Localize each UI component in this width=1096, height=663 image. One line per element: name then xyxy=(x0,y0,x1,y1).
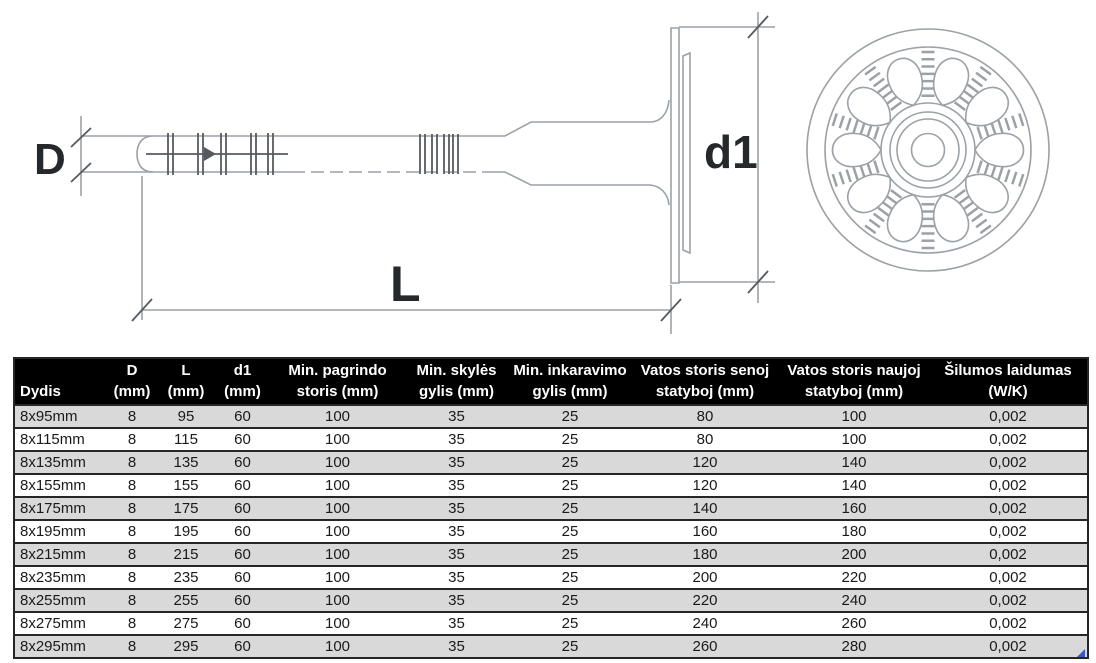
table-cell: 135 xyxy=(158,451,214,474)
table-cell: 100 xyxy=(271,566,404,589)
table-cell: 60 xyxy=(214,428,271,451)
table-cell: 100 xyxy=(271,543,404,566)
table-cell: 255 xyxy=(158,589,214,612)
table-cell: 8x275mm xyxy=(14,612,106,635)
table-cell: 60 xyxy=(214,405,271,428)
table-cell: 295 xyxy=(158,635,214,658)
table-cell: 155 xyxy=(158,474,214,497)
table-cell: 200 xyxy=(779,543,929,566)
table-cell: 8 xyxy=(106,428,158,451)
table-row xyxy=(14,566,1088,589)
table-cell: 8x175mm xyxy=(14,497,106,520)
table-cell: 25 xyxy=(509,405,631,428)
table-cell: 240 xyxy=(631,612,779,635)
table-cell: 25 xyxy=(509,451,631,474)
table-row xyxy=(14,520,1088,543)
shaft-ribs xyxy=(420,134,458,174)
table-cell: 100 xyxy=(271,428,404,451)
table-cell: 8 xyxy=(106,520,158,543)
table-row xyxy=(14,405,1088,428)
table-cell: 8x255mm xyxy=(14,589,106,612)
table-cell: 160 xyxy=(779,497,929,520)
table-cell: 0,002 xyxy=(929,635,1088,658)
table-cell: 8 xyxy=(106,612,158,635)
table-cell: 8x215mm xyxy=(14,543,106,566)
table-cell: 100 xyxy=(271,405,404,428)
table-cell: 0,002 xyxy=(929,612,1088,635)
table-cell: 60 xyxy=(214,474,271,497)
table-cell: 8x115mm xyxy=(14,428,106,451)
table-cell: 0,002 xyxy=(929,451,1088,474)
column-header-min-inkaravimo: Min. inkaravimo gylis (mm) xyxy=(509,358,631,405)
column-header-vatos-naujoj: Vatos storis naujoj statyboj (mm) xyxy=(779,358,929,405)
table-cell: 60 xyxy=(214,520,271,543)
table-cell: 0,002 xyxy=(929,520,1088,543)
table-cell: 100 xyxy=(271,451,404,474)
table-cell: 0,002 xyxy=(929,497,1088,520)
table-row xyxy=(14,543,1088,566)
table-cell: 220 xyxy=(779,566,929,589)
anchor-side-view xyxy=(81,28,690,283)
table-cell: 8 xyxy=(106,566,158,589)
table-cell: 35 xyxy=(404,612,509,635)
table-cell: 140 xyxy=(631,497,779,520)
table-cell: 280 xyxy=(779,635,929,658)
table-cell: 25 xyxy=(509,543,631,566)
table-cell: 35 xyxy=(404,589,509,612)
table-cell: 35 xyxy=(404,520,509,543)
column-header-d1: d1 (mm) xyxy=(214,358,271,405)
table-cell: 60 xyxy=(214,451,271,474)
table-row xyxy=(14,428,1088,451)
table-cell: 100 xyxy=(779,428,929,451)
column-header-min-pagrindo: Min. pagrindo storis (mm) xyxy=(271,358,404,405)
spec-table-body xyxy=(14,405,1088,658)
disc-center-hole xyxy=(912,134,945,167)
table-cell: 235 xyxy=(158,566,214,589)
table-cell: 195 xyxy=(158,520,214,543)
table-cell: 100 xyxy=(271,635,404,658)
table-cell: 25 xyxy=(509,497,631,520)
table-cell: 8x95mm xyxy=(14,405,106,428)
table-cell: 220 xyxy=(631,589,779,612)
disc-inner-rim xyxy=(825,47,1031,253)
table-cell: 215 xyxy=(158,543,214,566)
table-cell: 120 xyxy=(631,451,779,474)
table-cell: 8 xyxy=(106,405,158,428)
table-cell: 35 xyxy=(404,405,509,428)
dimension-D xyxy=(34,116,91,196)
column-header-silumos: Šilumos laidumas (W/K) xyxy=(929,358,1088,405)
table-cell: 35 xyxy=(404,566,509,589)
table-cell: 160 xyxy=(631,520,779,543)
table-cell: 260 xyxy=(779,612,929,635)
table-cell: 0,002 xyxy=(929,589,1088,612)
table-cell: 8 xyxy=(106,589,158,612)
table-cell: 8x235mm xyxy=(14,566,106,589)
table-cell: 275 xyxy=(158,612,214,635)
table-cell: 35 xyxy=(404,497,509,520)
table-cell: 0,002 xyxy=(929,474,1088,497)
table-row xyxy=(14,474,1088,497)
disc-rib-hatching xyxy=(833,50,1023,250)
column-header-dydis: Dydis xyxy=(14,358,106,405)
table-cell: 100 xyxy=(271,474,404,497)
table-cell: 8 xyxy=(106,543,158,566)
table-row xyxy=(14,635,1088,658)
table-cell: 0,002 xyxy=(929,543,1088,566)
table-cell: 200 xyxy=(631,566,779,589)
table-row xyxy=(14,451,1088,474)
table-cell: 35 xyxy=(404,635,509,658)
table-cell: 8x135mm xyxy=(14,451,106,474)
table-corner-marker xyxy=(1077,649,1085,657)
spec-table-container xyxy=(13,357,1087,659)
table-cell: 260 xyxy=(631,635,779,658)
table-cell: 0,002 xyxy=(929,566,1088,589)
table-cell: 240 xyxy=(779,589,929,612)
table-cell: 80 xyxy=(631,428,779,451)
dimension-d1 xyxy=(679,12,775,303)
table-cell: 0,002 xyxy=(929,405,1088,428)
table-cell: 100 xyxy=(271,589,404,612)
dimension-L xyxy=(132,176,681,334)
table-row xyxy=(14,612,1088,635)
table-cell: 25 xyxy=(509,635,631,658)
table-cell: 60 xyxy=(214,635,271,658)
label-D: D xyxy=(34,135,66,184)
table-cell: 8x155mm xyxy=(14,474,106,497)
spec-table-header xyxy=(14,358,1088,405)
table-cell: 8 xyxy=(106,497,158,520)
table-cell: 8x195mm xyxy=(14,520,106,543)
table-row xyxy=(14,589,1088,612)
table-cell: 35 xyxy=(404,474,509,497)
table-cell: 25 xyxy=(509,474,631,497)
table-cell: 180 xyxy=(631,543,779,566)
label-L: L xyxy=(390,256,421,312)
table-cell: 25 xyxy=(509,520,631,543)
table-cell: 25 xyxy=(509,589,631,612)
anchor-front-view xyxy=(807,29,1049,271)
table-cell: 0,002 xyxy=(929,428,1088,451)
table-cell: 60 xyxy=(214,497,271,520)
table-cell: 95 xyxy=(158,405,214,428)
table-cell: 25 xyxy=(509,428,631,451)
table-cell: 80 xyxy=(631,405,779,428)
table-cell: 8x295mm xyxy=(14,635,106,658)
label-d1: d1 xyxy=(704,126,758,178)
table-row xyxy=(14,497,1088,520)
table-cell: 60 xyxy=(214,543,271,566)
table-cell: 100 xyxy=(271,497,404,520)
table-cell: 25 xyxy=(509,566,631,589)
table-cell: 100 xyxy=(779,405,929,428)
table-cell: 25 xyxy=(509,612,631,635)
table-cell: 35 xyxy=(404,543,509,566)
column-header-vatos-senoj: Vatos storis senoj statyboj (mm) xyxy=(631,358,779,405)
spec-table xyxy=(13,357,1089,659)
table-cell: 100 xyxy=(271,520,404,543)
slot-arrow-icon xyxy=(204,147,216,161)
table-cell: 175 xyxy=(158,497,214,520)
table-cell: 8 xyxy=(106,635,158,658)
table-cell: 180 xyxy=(779,520,929,543)
column-header-l: L (mm) xyxy=(158,358,214,405)
table-cell: 8 xyxy=(106,474,158,497)
column-header-d: D (mm) xyxy=(106,358,158,405)
table-cell: 8 xyxy=(106,451,158,474)
table-cell: 60 xyxy=(214,589,271,612)
column-header-min-skyles: Min. skylės gylis (mm) xyxy=(404,358,509,405)
table-cell: 140 xyxy=(779,474,929,497)
table-cell: 140 xyxy=(779,451,929,474)
disc-holes xyxy=(833,54,1024,246)
table-cell: 115 xyxy=(158,428,214,451)
table-cell: 60 xyxy=(214,566,271,589)
table-cell: 120 xyxy=(631,474,779,497)
table-cell: 35 xyxy=(404,451,509,474)
table-cell: 35 xyxy=(404,428,509,451)
table-cell: 100 xyxy=(271,612,404,635)
table-cell: 60 xyxy=(214,612,271,635)
